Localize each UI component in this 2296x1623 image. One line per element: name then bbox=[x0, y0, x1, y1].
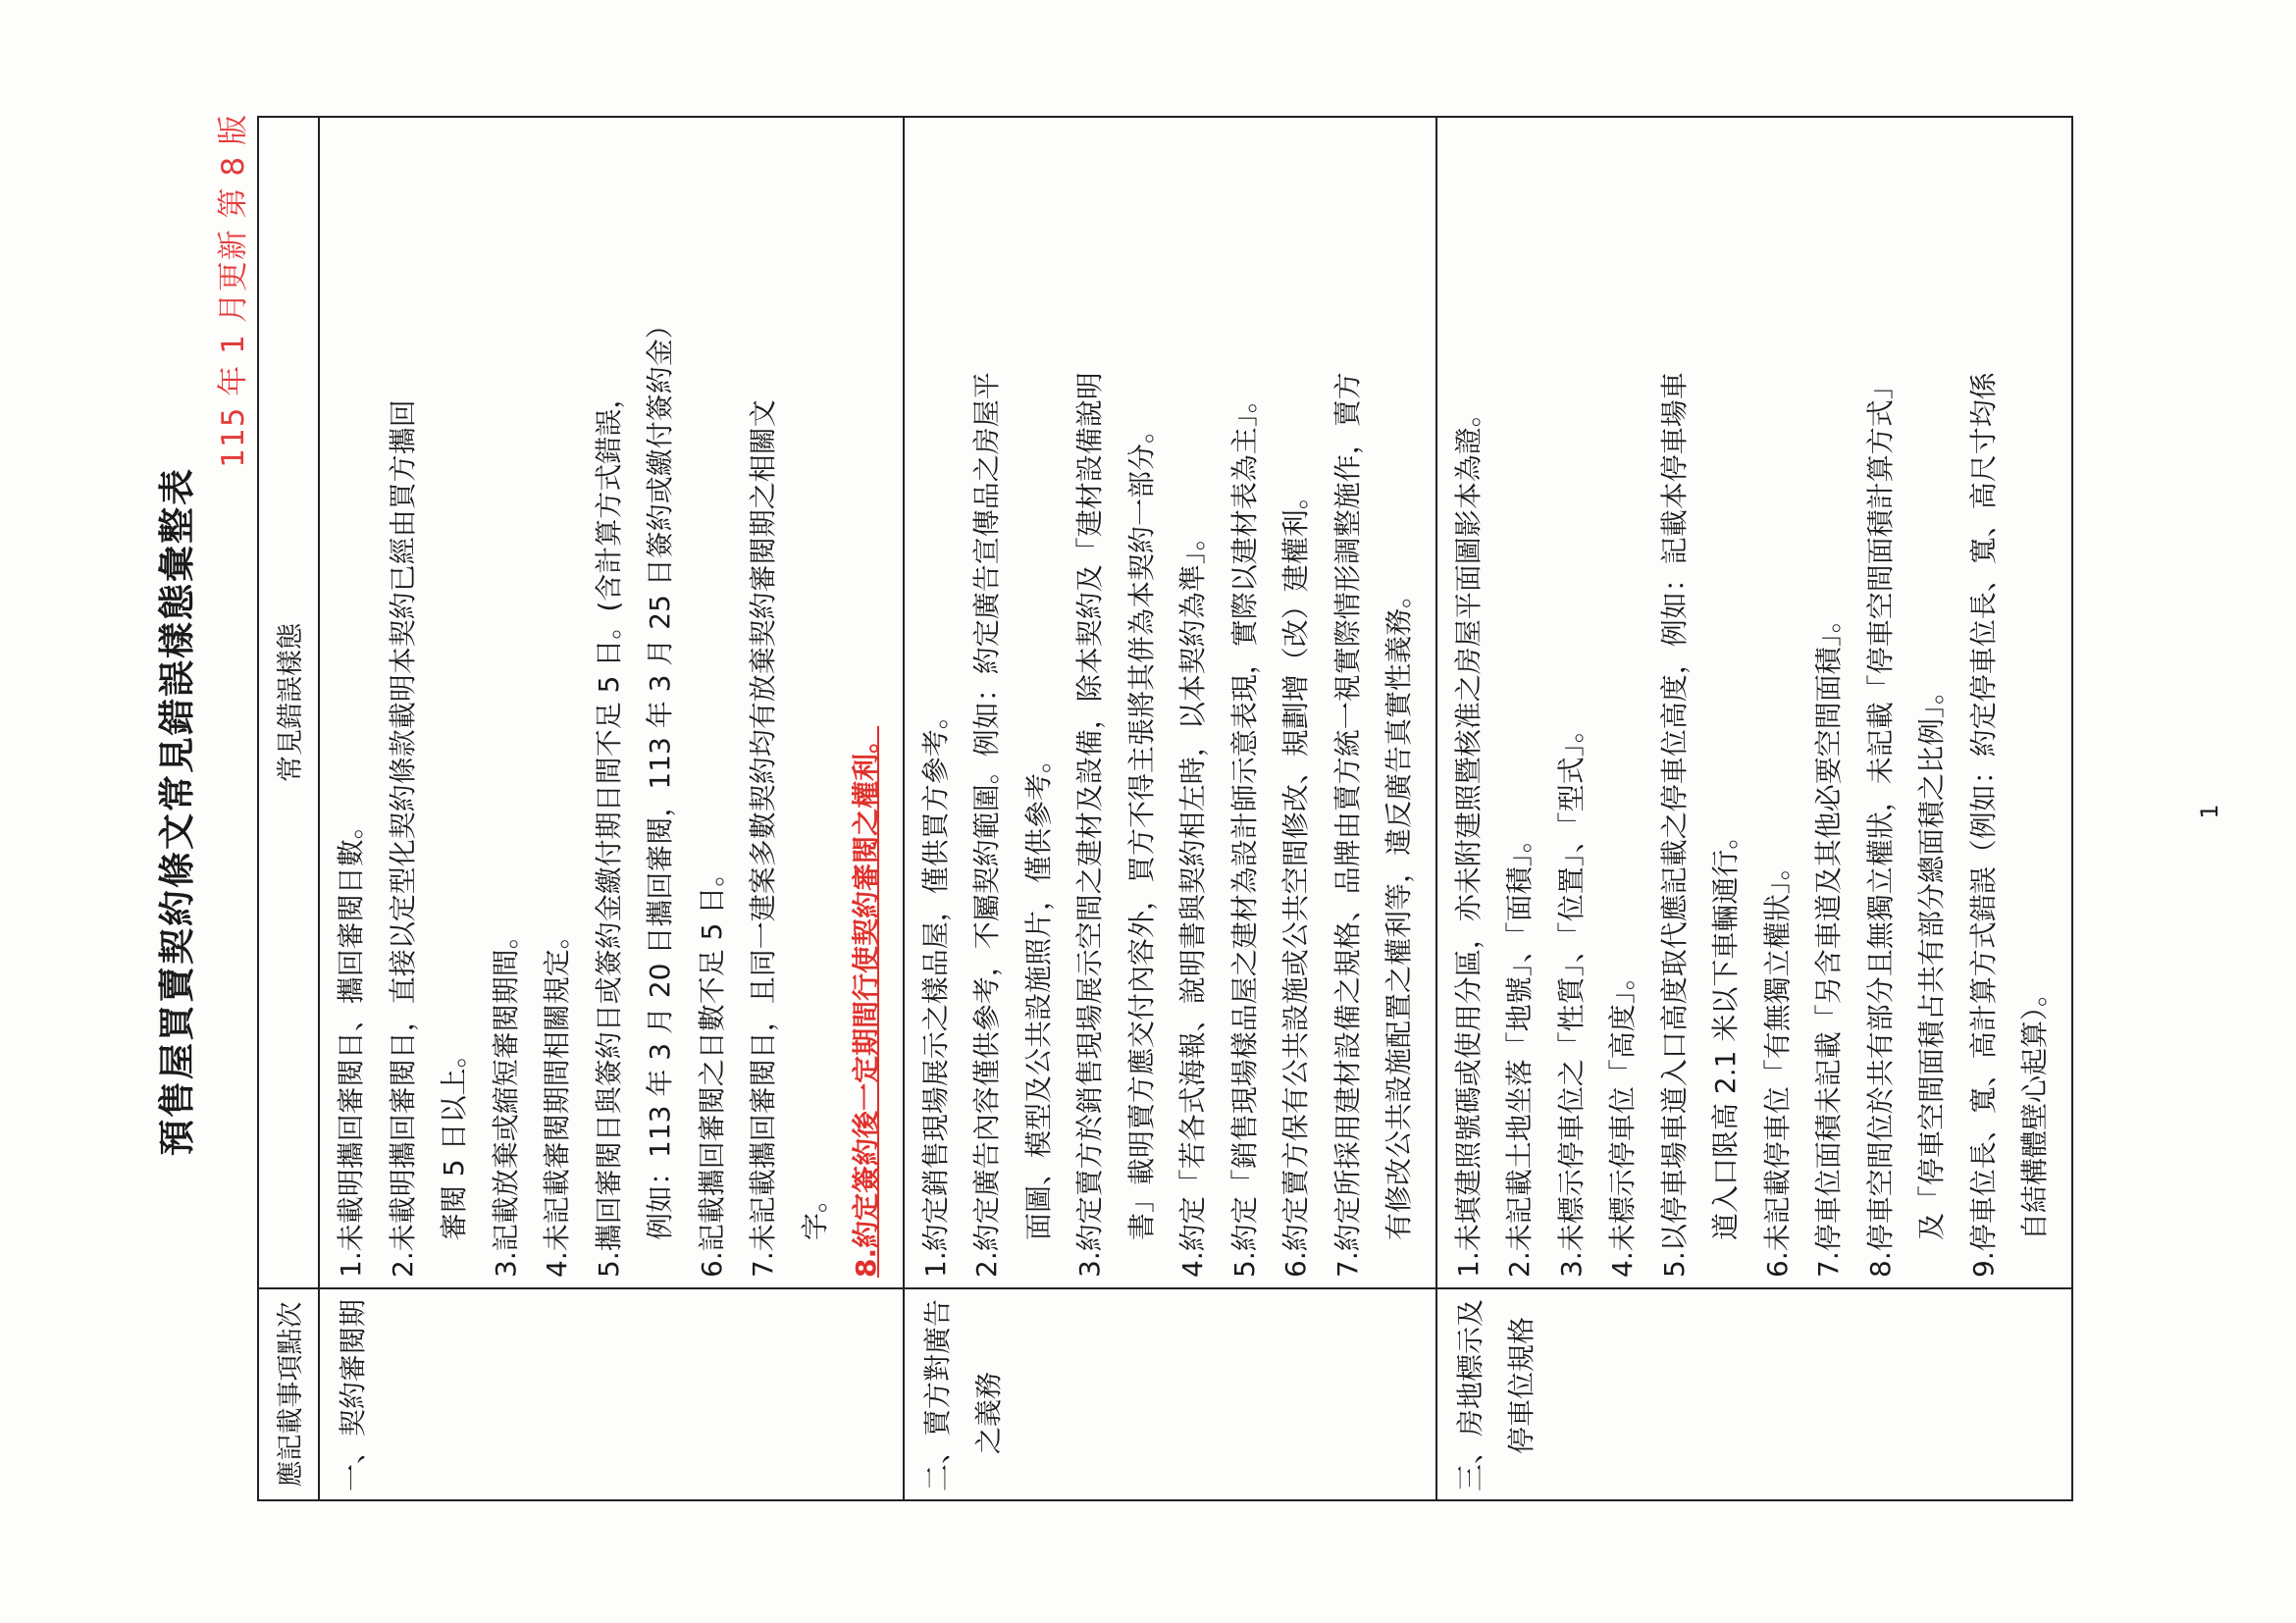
page-number: 1 bbox=[2196, 804, 2223, 819]
list-item: 5.約定「銷售現場樣品屋之建材為設計師示意表現，實際以建材表為主」。 bbox=[1227, 386, 1261, 1278]
list-item: 6.約定賣方保有公共設施或公共空間修改、規劃增（改）建權利。 bbox=[1279, 482, 1312, 1278]
list-item-continuation: 道入口限高 2.1 米以下車輛通行。 bbox=[1709, 821, 1742, 1240]
list-item: 6.未記載停車位「有無獨立權狀」。 bbox=[1760, 853, 1794, 1278]
section-item-label-continuation: 停車位規格 bbox=[1504, 1316, 1538, 1454]
list-item: 5.攜回審閱日與簽約日或簽約金繳付期日間不足 5 日。(含計算方式錯誤， bbox=[592, 381, 625, 1278]
section-item-label: 二、賣方對廣告 bbox=[920, 1298, 954, 1492]
list-item: 7.約定所採用建材設備之規格、品牌由賣方統一視實際情形調整施作，賣方 bbox=[1331, 372, 1364, 1278]
table-row bbox=[904, 117, 1436, 1500]
section-item-cell bbox=[319, 1288, 904, 1500]
section-content-cell bbox=[1436, 117, 2072, 1288]
list-item: 1.約定銷售現場展示之樣品屋，僅供買方參考。 bbox=[918, 702, 952, 1278]
list-item-continuation: 審閱 5 日以上。 bbox=[438, 1040, 470, 1240]
table-row bbox=[319, 117, 904, 1500]
version-label: 115 年 1 月更新 第 8 版 bbox=[216, 114, 251, 468]
header-error-column: 常見錯誤樣態 bbox=[258, 117, 319, 1288]
list-item: 4.未記載審閱期間相關規定。 bbox=[541, 921, 573, 1278]
errors-table bbox=[257, 116, 2073, 1501]
list-item: 6.記載攜回審閱之日數不足 5 日。 bbox=[695, 859, 728, 1278]
list-item-continuation: 及「停車空間面積占共有部分總面積之比例」。 bbox=[1915, 676, 1948, 1240]
list-item: 2.未記載土地坐落「地號」、「面積」。 bbox=[1503, 825, 1536, 1278]
section-item-label: 一、契約審閱期 bbox=[337, 1298, 369, 1492]
list-item-continuation: 字。 bbox=[798, 1184, 831, 1240]
list-item: 4.未標示停車位「高度」。 bbox=[1606, 963, 1639, 1278]
list-item: 2.約定廣告內容僅供參考，不屬契約範圍。例如：約定廣告宣傳品之房屋平 bbox=[970, 372, 1003, 1278]
list-item: 3.約定賣方於銷售現場展示空間之建材及設備，除本契約及「建材設備說明 bbox=[1073, 372, 1106, 1278]
list-item: 9.停車位長、寬、高計算方式錯誤（例如：約定停車位長、寬、高尺寸均係 bbox=[1966, 372, 2000, 1278]
list-item: 5.以停車場車道入口高度取代應記載之停車位高度，例如：記載本停車場車 bbox=[1657, 372, 1691, 1278]
list-item: 1.未載明攜回審閱日、攜回審閱日數。 bbox=[335, 812, 367, 1278]
list-item: 8.停車空間位於共有部分且無獨立權狀，未記載「停車空間面積計算方式」 bbox=[1863, 372, 1897, 1278]
section-content-cell bbox=[904, 117, 1436, 1288]
list-item: 3.未標示停車位之「性質」、「位置」、「型式」。 bbox=[1554, 715, 1588, 1278]
list-item-continuation: 自結構體壁心起算）。 bbox=[2018, 978, 2051, 1240]
table-header-row bbox=[258, 117, 319, 1500]
section-content-cell bbox=[319, 117, 904, 1288]
list-item: 2.未載明攜回審閱日，直接以定型化契約條款載明本契約已經由買方攜回 bbox=[386, 399, 419, 1278]
highlighted-new-item: 8.約定簽約後一定期間行使契約審閱之權利。 bbox=[850, 725, 882, 1278]
header-item-column: 應記載事項點次 bbox=[258, 1288, 319, 1500]
section-item-label-continuation: 之義務 bbox=[971, 1371, 1005, 1454]
section-item-cell bbox=[1436, 1288, 2072, 1500]
list-item-continuation: 有修改公共設施配置之權利等，違反廣告真實性義務。 bbox=[1383, 580, 1415, 1240]
list-item-continuation: 面圖、模型及公共設施照片，僅供參考。 bbox=[1021, 745, 1055, 1240]
section-item-label: 三、房地標示及 bbox=[1453, 1298, 1487, 1492]
list-item: 4.約定「若各式海報、說明書與契約相左時，以本契約為準」。 bbox=[1176, 523, 1209, 1278]
table-row bbox=[1436, 117, 2072, 1500]
list-item: 1.未填建照號碼或使用分區，亦未附建照暨核准之房屋平面圖影本為證。 bbox=[1451, 399, 1485, 1278]
list-item: 7.停車位面積未記載「另含車道及其他必要空間面積」。 bbox=[1812, 605, 1845, 1278]
section-item-cell bbox=[904, 1288, 1436, 1500]
list-item-continuation: 例如：113 年 3 月 20 日攜回審閱，113 年 3 月 25 日簽約或繳付簽約金） bbox=[644, 311, 676, 1240]
list-item: 7.未記載攜回審閱日，且同一建案多數契約均有放棄契約審閱期之相關文 bbox=[747, 399, 779, 1278]
list-item-continuation: 書」載明賣方應交付內容外，買方不得主張將其併為本契約一部分。 bbox=[1124, 415, 1158, 1240]
document-title: 預售屋買賣契約條文常見錯誤樣態彙整表 bbox=[156, 467, 198, 1156]
list-item: 3.記載放棄或縮短審閱期間。 bbox=[489, 921, 522, 1278]
